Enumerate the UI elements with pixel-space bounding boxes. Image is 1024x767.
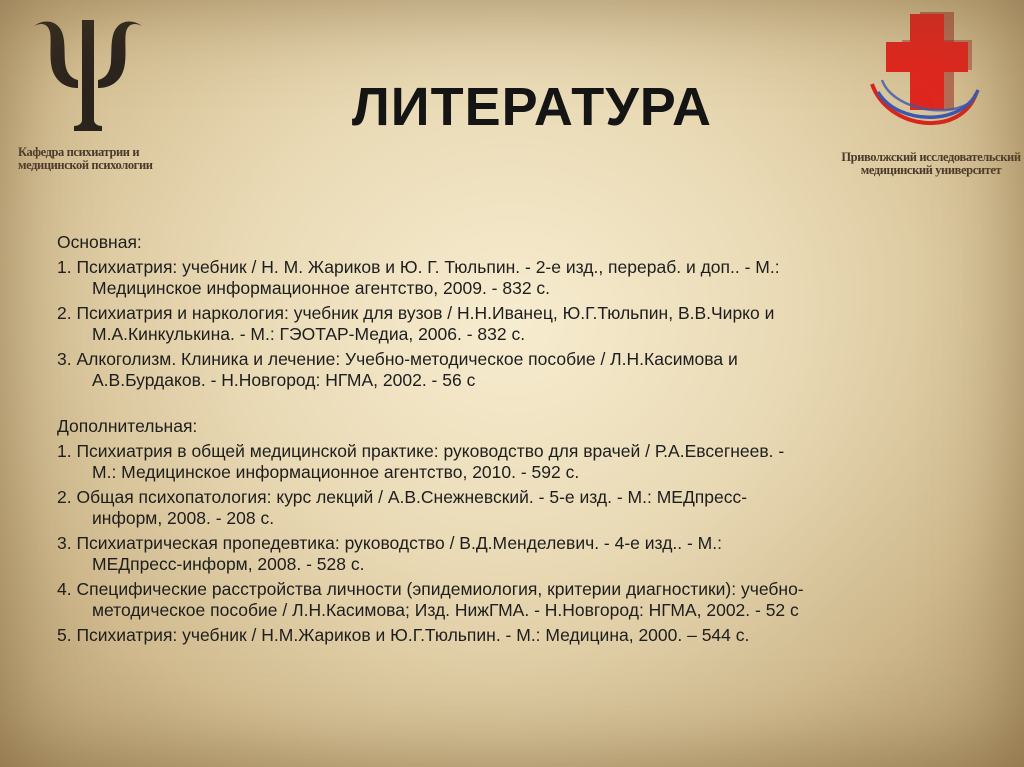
list-item-line1: 3. Психиатрическая пропедевтика: руководство / В.Д.Менделевич. - 4-е изд.. - М.: [57,533,722,553]
list-item-line1: 1. Психиатрия в общей медицинской практике: руководство для врачей / Р.А.Евсегнеев. - [57,441,785,461]
university-caption-line1: Приволжский исследовательский [841,150,1021,164]
department-caption [18,146,168,172]
literature-list [57,232,977,650]
list-item-line1: 2. Психиатрия и наркология: учебник для вузов / Н.Н.Иванец, Ю.Г.Тюльпин, В.В.Чирко и [57,303,775,323]
section-heading-additional: Дополнительная: [57,416,198,436]
list-item-line1: 4. Специфические расстройства личности (эпидемиология, критерии диагностики): учебно- [57,579,804,599]
list-item [57,349,977,391]
list-item-line1: 1. Психиатрия: учебник / Н. М. Жариков и Ю. Г. Тюльпин. - 2-е изд., перераб. и доп.. - М.: [57,257,780,277]
list-item-line2: М.: Медицинское информационное агентство, 2010. - 592 с. [92,462,580,482]
department-caption-line1: Кафедра психиатрии и [18,145,140,159]
list-item-line2: А.В.Бурдаков. - Н.Новгород: НГМА, 2002. - 56 с [92,370,476,390]
list-item-line2: М.А.Кинкулькина. - М.: ГЭОТАР-Медиа, 2006. - 832 с. [92,324,526,344]
university-caption-line2: медицинский университет [860,163,1002,177]
list-item [57,487,977,529]
list-item [57,303,977,345]
list-item [57,625,977,646]
department-caption-line2: медицинской психологии [18,158,153,172]
section-heading-main: Основная: [57,232,142,252]
list-item [57,533,977,575]
list-item [57,441,977,483]
list-item-line2: Медицинское информационное агентство, 2009. - 832 с. [92,278,551,298]
list-item-line2: МЕДпресс-информ, 2008. - 528 с. [92,554,365,574]
list-item-line1: 5. Психиатрия: учебник / Н.М.Жариков и Ю.Г.Тюльпин. - М.: Медицина, 2000. – 544 с. [57,625,750,645]
list-item [57,257,977,299]
university-caption [838,151,1024,177]
slide-title: ЛИТЕРАТУРА [351,77,713,137]
list-item-line2: информ, 2008. - 208 с. [92,508,275,528]
list-item [57,579,977,621]
list-item-line2: методическое пособие / Л.Н.Касимова; Изд. НижГМА. - Н.Новгород: НГМА, 2002. - 52 с [92,600,799,620]
list-item-line1: 3. Алкоголизм. Клиника и лечение: Учебно-методическое пособие / Л.Н.Касимова и [57,349,738,369]
list-item-line1: 2. Общая психопатология: курс лекций / А.В.Снежневский. - 5-е изд. - М.: МЕДпресс- [57,487,748,507]
